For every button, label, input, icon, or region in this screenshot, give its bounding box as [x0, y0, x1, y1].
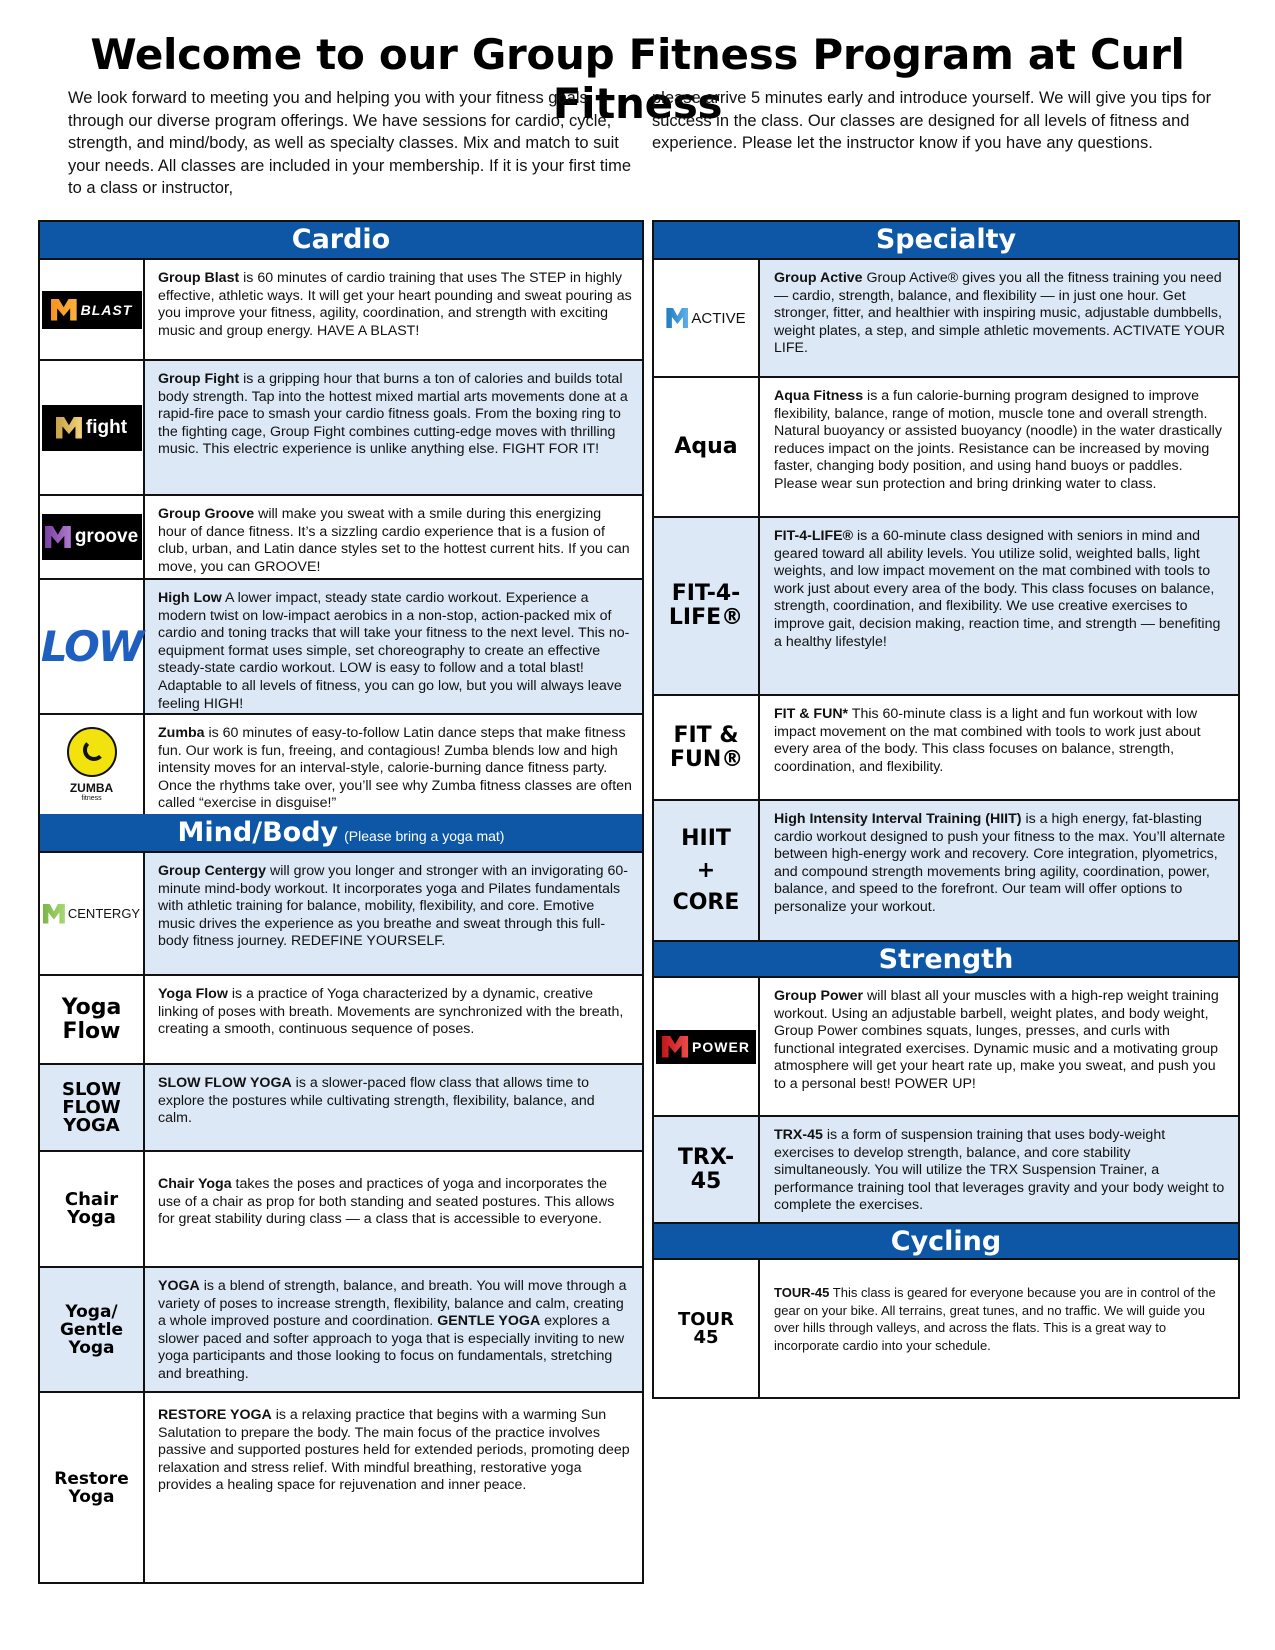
fitfun-label: FIT & FUN® [670, 722, 744, 772]
class-row-slowflow [40, 1063, 642, 1150]
gentle-name-2: GENTLE YOGA [437, 1313, 541, 1330]
fight-name: Group Fight [158, 371, 240, 387]
class-row-zumba [40, 713, 642, 814]
zumba-logo-subtext: fitness [81, 795, 102, 802]
aqua-label: Aqua [674, 434, 738, 459]
cycling-title: Cycling [890, 1226, 1002, 1257]
restore-label-cell [40, 1393, 145, 1582]
trx-name: TRX-45 [774, 1127, 823, 1143]
yogaflow-label-cell [40, 976, 145, 1063]
class-row-restore [40, 1391, 642, 1582]
centergy-mark-icon [43, 904, 65, 924]
hiit-label: HIIT + CORE [672, 825, 740, 915]
fit4life-text: is a 60-minute class designed with seniors in mind and geared toward all ability levels. You utilize solid, weighted balls, light weights, and low impact movement on the mat combined with tools to work just about every area of the body. This class focuses on balance, strength, coordination, and flexibility. We use creative exercises to improve gait, decision making, reaction time, and strength — benefiting a healthy lifestyle! [774, 528, 1221, 650]
centergy-logo [40, 853, 145, 974]
cardio-title: Cardio [291, 224, 391, 255]
class-row-aqua [654, 376, 1238, 516]
low-name: High Low [158, 590, 222, 606]
restore-name: RESTORE YOGA [158, 1407, 272, 1423]
fitfun-name: FIT & FUN* [774, 706, 849, 722]
power-text: will blast all your muscles with a high-rep weight training workout. Using an adjustable barbell, weight plates, and body weight, Group Power combines squats, lunges, presses, and curls with functional integrated exercises. Dynamic music and a motivating group atmosphere will get your heart rate up, make you sweat, and push you to a personal best! POWER UP! [774, 988, 1219, 1092]
power-logo-text: POWER [692, 1038, 750, 1055]
active-logo [654, 260, 760, 376]
left-column [38, 220, 644, 1584]
active-logo-text: ACTIVE [691, 309, 746, 327]
class-row-gentle [40, 1266, 642, 1391]
page-title: Welcome to our Group Fitness Program at Curl Fitness [90, 30, 1185, 128]
fit4life-label-cell [654, 518, 760, 694]
active-logo-badge [666, 308, 745, 328]
tour-description [774, 1284, 1228, 1354]
fight-logo [40, 361, 145, 494]
class-row-active [654, 258, 1238, 376]
yogaflow-description [158, 986, 632, 1039]
restore-text: is a relaxing practice that begins with a warming Sun Salutation to prepare the body. The main focus of the practice involves passive and supported postures held for extended periods, promoting deep relaxation and stress relief. With mindful breathing, restorative yoga provides a healing space for rejuvenation and inner peace. [158, 1407, 630, 1494]
fight-mark-icon [56, 417, 82, 439]
fitfun-label-cell [654, 696, 760, 799]
chair-label: Chair Yoga [64, 1189, 119, 1228]
fight-logo-badge [42, 405, 142, 451]
active-name: Group Active [774, 270, 863, 286]
power-name: Group Power [774, 988, 864, 1004]
class-row-yogaflow [40, 974, 642, 1063]
low-text: A lower impact, steady state cardio workout. Experience a modern twist on low-impact aerobics in a non-stop, action-packed mix of cardio and toning tracks that will take your fitness to the next level. This no-equipment format uses simple, set choreography to create an effective steady-state cardio workout. LOW is easy to follow and a total blast! Adaptable to all levels of fitness, you can go low, but you will always leave feeling HIGH! [158, 590, 630, 712]
yogaflow-text: is a practice of Yoga characterized by a dynamic, creative linking of poses with breath. Movements are synchronized with the breath, creating a smooth, continuous sequence of poses. [158, 986, 624, 1038]
aqua-name: Aqua Fitness [774, 388, 864, 404]
power-mark-icon [662, 1036, 688, 1058]
restore-label: Restore Yoga [54, 1468, 129, 1507]
fitfun-description [774, 706, 1228, 776]
zumba-name: Zumba [158, 725, 205, 741]
aqua-description [774, 388, 1228, 494]
power-logo-badge [656, 1030, 756, 1064]
class-row-power [654, 976, 1238, 1115]
active-description [774, 270, 1228, 358]
gentle-name: YOGA [158, 1278, 200, 1294]
groove-name: Group Groove [158, 506, 255, 522]
fit4life-name: FIT-4-LIFE® [774, 528, 854, 544]
zumba-logo [40, 715, 145, 814]
gentle-label: Yoga/ Gentle Yoga [59, 1301, 124, 1358]
blast-logo-text: BLAST [80, 301, 133, 318]
groove-description [158, 506, 632, 576]
blast-logo [40, 260, 145, 359]
specialty-title: Specialty [875, 224, 1017, 255]
zumba-figure-icon [67, 727, 117, 777]
class-row-chair [40, 1150, 642, 1266]
gentle-description [158, 1278, 632, 1384]
fight-text: is a gripping hour that burns a ton of calories and builds total body strength. Tap into the hottest mixed martial arts movements done at a rapid-fire pace to smash your cardio fitness goals. From the boxing ring to the fighting cage, Group Fight combines cutting-edge moves with thrilling music. This electric experience is unlike anything else. FIGHT FOR IT! [158, 371, 628, 458]
cycling-header [654, 1222, 1238, 1258]
tour-text: This class is geared for everyone because you are in control of the gear on your bike. All terrains, great tunes, and no traffic. We will guide you over hills through valleys, and across the flats. This is a great way to incorporate cardio into your schedule. [774, 1285, 1216, 1353]
chair-label-cell [40, 1152, 145, 1266]
blast-mark-icon [51, 299, 77, 321]
centergy-name: Group Centergy [158, 863, 266, 879]
fitfun-text: This 60-minute class is a light and fun workout with low impact movement on the mat combined with tools to work just about every area of the body. This class focuses on balance, strength, coordination, and flexibility. [774, 706, 1201, 775]
class-row-hiit [654, 799, 1238, 940]
fight-logo-text: fight [85, 416, 128, 438]
class-row-fight [40, 359, 642, 494]
right-column [652, 220, 1240, 1399]
power-description [774, 988, 1228, 1094]
hiit-name: High Intensity Interval Training (HIIT) [774, 811, 1022, 827]
aqua-text: is a fun calorie-burning program designed to improve flexibility, balance, range of motion, muscle tone and overall strength. Natural buoyancy or assisted buoyancy (noodle) in the water drastically reduces impact on the joints. Resistance can be increased by moving faster, changing body position, and using hand buoys or paddles. Please wear sun protection and bring drinking water to class. [774, 388, 1222, 492]
slowflow-description [158, 1075, 632, 1128]
intro-text-left: We look forward to meeting you and helping you with your fitness goals through our diverse program offerings. We have sessions for cardio, cycle, strength, and mind/body, as well as specialty classes. Mix and match to suit your needs. All classes are included in your membership. If it is your first time to a class or instructor, [68, 89, 632, 197]
hiit-description [774, 811, 1228, 917]
zumba-logo-text: ZUMBA [69, 781, 114, 795]
strength-header [654, 940, 1238, 976]
cardio-header [40, 222, 642, 258]
chair-description [158, 1176, 632, 1229]
fit4life-description [774, 528, 1228, 651]
yogaflow-label: Yoga Flow [61, 994, 122, 1044]
slowflow-label-cell [40, 1065, 145, 1150]
slowflow-name: SLOW FLOW YOGA [158, 1075, 292, 1091]
yogaflow-name: Yoga Flow [158, 986, 228, 1002]
class-row-tour [654, 1258, 1238, 1397]
low-logo [40, 580, 145, 713]
class-row-centergy [40, 851, 642, 974]
mindbody-title: Mind/Body [177, 817, 339, 848]
centergy-logo-text: CENTERGY [67, 906, 141, 921]
mindbody-header [40, 814, 642, 851]
mindbody-note: (Please bring a yoga mat) [344, 828, 505, 844]
class-row-fit4life [654, 516, 1238, 694]
trx-label-cell [654, 1117, 760, 1222]
groove-logo-badge [42, 514, 142, 560]
blast-name: Group Blast [158, 270, 240, 286]
chair-name: Chair Yoga [158, 1176, 232, 1192]
gentle-label-cell [40, 1268, 145, 1391]
class-row-fitfun [654, 694, 1238, 799]
low-description [158, 590, 632, 713]
blast-logo-badge [42, 291, 142, 329]
groove-logo [40, 496, 145, 578]
strength-title: Strength [878, 944, 1014, 975]
centergy-text: will grow you longer and stronger with an invigorating 60-minute mind-body workout. It incorporates yoga and Pilates fundamentals with athletic training for balance, mobility, flexibility, and core. Emotive music drives the experience as you breathe and sweat through this full-body fitness journey. REDEFINE YOURSELF. [158, 863, 628, 950]
class-row-groove [40, 494, 642, 578]
hiit-label-cell [654, 801, 760, 940]
slowflow-label: SLOW FLOW YOGA [62, 1078, 121, 1136]
trx-description [774, 1127, 1228, 1215]
blast-description [158, 270, 632, 340]
chair-text: takes the poses and practices of yoga and incorporates the use of a chair as prop for both standing and seated postures. This allows for great stability during class — a class that is accessible to everyone. [158, 1176, 615, 1228]
aqua-label-cell [654, 378, 760, 516]
tour-label-cell [654, 1260, 760, 1397]
specialty-header [654, 222, 1238, 258]
zumba-text: is 60 minutes of easy-to-follow Latin dance steps that make fitness fun. Our work is fun, freeing, and contagious! Zumba blends low and high intensity moves for an interval-style, calorie-burning dance fitness party. Once the rhythms take over, you’ll see why Zumba fitness classes are often called “exercise in disguise!” [158, 725, 632, 812]
hiit-text: is a high energy, fat-blasting cardio workout designed to push your fitness to the max. You’ll alternate between high-energy work and recovery. Core integration, plyometrics, and compound strength movements bring agility, coordination, power, balance, and speed to the forefront. Our team will offer options to personalize your workout. [774, 811, 1226, 915]
groove-mark-icon [45, 526, 71, 548]
blast-text: is 60 minutes of cardio training that uses The STEP in highly effective, athletic ways. It will get your heart pounding and sweat pouring as you improve your fitness, agility, coordination, and strength with exciting music and group energy. HAVE A BLAST! [158, 270, 632, 339]
class-row-trx [654, 1115, 1238, 1222]
gentle-text: is a blend of strength, balance, and breath. You will move through a variety of poses to increase strength, flexibility, balance and calm, creating a whole improved posture and coordination. [158, 1278, 627, 1330]
low-logo-text: LOW [40, 622, 143, 671]
trx-label: TRX-45 [677, 1144, 735, 1194]
slowflow-text: is a slower-paced flow class that allows time to explore the postures while cultivating strength, flexibility, balance, and calm. [158, 1075, 595, 1127]
groove-logo-text: groove [74, 526, 139, 547]
fit4life-label: FIT-4-LIFE® [668, 581, 744, 630]
gentle-text-2: explores a slower paced and softer approach to yoga that is especially inviting to new yoga participants and those looking to focus on fundamentals, stretching and breathing. [158, 1313, 625, 1382]
centergy-description [158, 863, 632, 951]
centergy-logo-badge [43, 904, 140, 924]
intro-text-right: please arrive 5 minutes early and introduce yourself. We will give you tips for success in the class. Our classes are designed for all levels of fitness and experience. Please let the instructor know if you have any questions. [652, 89, 1212, 152]
class-row-blast [40, 258, 642, 359]
fight-description [158, 371, 632, 459]
power-logo [654, 978, 760, 1115]
trx-text: is a form of suspension training that uses body-weight exercises to develop strength, balance, and core stability simultaneously. You will utilize the TRX Suspension Trainer, a performance training tool that leverages gravity and your body weight to complete the exercises. [774, 1127, 1225, 1214]
active-mark-icon [666, 308, 688, 328]
active-text: Group Active® gives you all the fitness training you need — cardio, strength, balance, and flexibility — in just one hour. Get stronger, fitter, and healthier with inspiring music, adjustable dumbbells, weight plates, a step, and simple athletic movements. ACTIVATE YOUR LIFE. [774, 270, 1226, 357]
groove-text: will make you sweat with a smile during this energizing hour of dance fitness. It’s a sizzling cardio experience that is a fusion of club, urban, and Latin dance styles set to the hottest current hits. If you can move, you can GROOVE! [158, 506, 630, 575]
zumba-description [158, 725, 632, 813]
tour-name: TOUR-45 [774, 1285, 830, 1300]
class-row-low [40, 578, 642, 713]
tour-label: TOUR 45 [677, 1308, 735, 1348]
restore-description [158, 1407, 632, 1495]
